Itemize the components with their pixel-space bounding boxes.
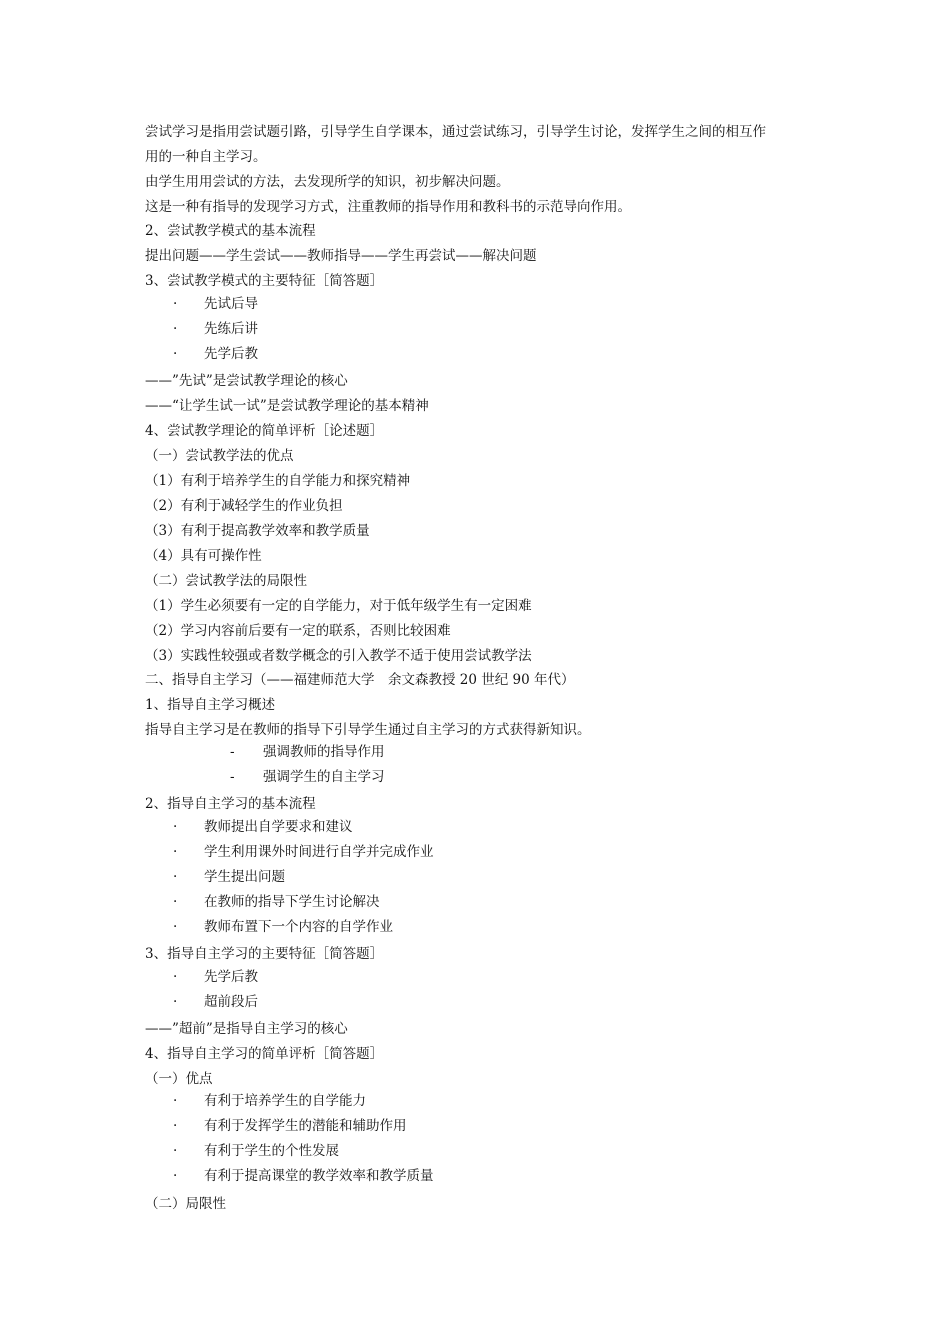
- part-2-section-4-title: 4、指导自主学习的简单评析［简答题］: [145, 1046, 384, 1062]
- intro-line-2: 用的一种自主学习。: [145, 149, 267, 165]
- list-item-text: 教师提出自学要求和建议: [204, 819, 353, 835]
- bullet-dot: ·: [173, 894, 178, 910]
- section-4-limitation-1: （1）学生必须要有一定的自学能力，对于低年级学生有一定困难: [145, 598, 532, 614]
- bullet-dot: ·: [173, 1168, 178, 1184]
- list-item-text: 先练后讲: [204, 321, 258, 337]
- part-2-section-4-limitations-title: （二）局限性: [145, 1196, 226, 1212]
- bullet-dot: ·: [173, 321, 178, 337]
- intro-line-3: 由学生用用尝试的方法，去发现所学的知识，初步解决问题。: [145, 174, 510, 190]
- intro-line-1: 尝试学习是指用尝试题引路，引导学生自学课本，通过尝试练习，引导学生讨论，发挥学生之间的相互作: [145, 124, 766, 140]
- section-2-flow: 提出问题——学生尝试——教师指导——学生再尝试——解决问题: [145, 248, 537, 264]
- part-2-section-3-note: ——”超前”是指导自主学习的核心: [145, 1021, 348, 1037]
- list-item-text: 先学后教: [204, 346, 258, 362]
- list-item-text: 在教师的指导下学生讨论解决: [204, 894, 380, 910]
- section-4-advantage-3: （3）有利于提高教学效率和教学质量: [145, 523, 370, 539]
- bullet-dot: ·: [173, 1093, 178, 1109]
- list-item-text: 有利于提高课堂的教学效率和教学质量: [204, 1168, 434, 1184]
- section-4-limitation-2: （2）学习内容前后要有一定的联系，否则比较困难: [145, 623, 451, 639]
- intro-line-4: 这是一种有指导的发现学习方式，注重教师的指导作用和教科书的示范导向作用。: [145, 199, 631, 215]
- part-2-section-2-title: 2、指导自主学习的基本流程: [145, 796, 316, 812]
- part-2-section-1-definition: 指导自主学习是在教师的指导下引导学生通过自主学习的方式获得新知识。: [145, 722, 591, 738]
- section-3-note-2: ——“让学生试一试”是尝试教学理论的基本精神: [145, 398, 429, 414]
- bullet-dot: ·: [173, 346, 178, 362]
- section-4-advantage-4: （4）具有可操作性: [145, 548, 262, 564]
- section-2-title: 2、尝试教学模式的基本流程: [145, 223, 316, 239]
- section-3-note-1: ——”先试”是尝试教学理论的核心: [145, 373, 348, 389]
- list-item-text: 学生利用课外时间进行自学并完成作业: [204, 844, 434, 860]
- list-item-text: 先试后导: [204, 296, 258, 312]
- bullet-dot: ·: [173, 1143, 178, 1159]
- list-item-text: 有利于学生的个性发展: [204, 1143, 339, 1159]
- part-2-title: 二、指导自主学习（——福建师范大学 余文森教授 20 世纪 90 年代）: [145, 672, 575, 688]
- bullet-dot: ·: [173, 969, 178, 985]
- bullet-dot: ·: [173, 919, 178, 935]
- bullet-dash: -: [230, 744, 235, 760]
- list-item-text: 有利于培养学生的自学能力: [204, 1093, 366, 1109]
- list-item-text: 教师布置下一个内容的自学作业: [204, 919, 393, 935]
- part-2-section-4-advantages-title: （一）优点: [145, 1071, 213, 1087]
- section-4-advantages-title: （一）尝试教学法的优点: [145, 448, 294, 464]
- bullet-dot: ·: [173, 994, 178, 1010]
- part-2-section-3-title: 3、指导自主学习的主要特征［简答题］: [145, 946, 384, 962]
- list-item-text: 超前段后: [204, 994, 258, 1010]
- list-item-text: 有利于发挥学生的潜能和辅助作用: [204, 1118, 407, 1134]
- list-item-text: 强调教师的指导作用: [263, 744, 385, 760]
- bullet-dot: ·: [173, 819, 178, 835]
- bullet-dot: ·: [173, 1118, 178, 1134]
- list-item-text: 学生提出问题: [204, 869, 285, 885]
- section-4-advantage-2: （2）有利于减轻学生的作业负担: [145, 498, 343, 514]
- section-4-limitation-3: （3）实践性较强或者数学概念的引入教学不适于使用尝试教学法: [145, 648, 532, 664]
- section-4-advantage-1: （1）有利于培养学生的自学能力和探究精神: [145, 473, 411, 489]
- list-item-text: 强调学生的自主学习: [263, 769, 385, 785]
- bullet-dot: ·: [173, 844, 178, 860]
- section-4-limitations-title: （二）尝试教学法的局限性: [145, 573, 307, 589]
- list-item-text: 先学后教: [204, 969, 258, 985]
- section-3-title: 3、尝试教学模式的主要特征［简答题］: [145, 273, 384, 289]
- section-4-title: 4、尝试教学理论的简单评析［论述题］: [145, 423, 384, 439]
- bullet-dot: ·: [173, 296, 178, 312]
- bullet-dot: ·: [173, 869, 178, 885]
- bullet-dash: -: [230, 769, 235, 785]
- part-2-section-1-title: 1、指导自主学习概述: [145, 697, 276, 713]
